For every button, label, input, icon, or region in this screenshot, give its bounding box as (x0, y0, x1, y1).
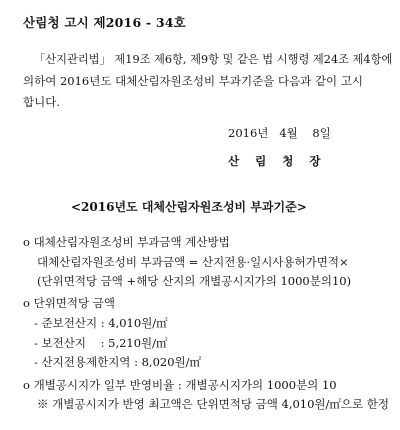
issuer-signature: 산 림 청 장 (228, 154, 322, 168)
formula-line-1: 대체산림자원조성비 부과금액 = 산지전용·일시사용허가면적× (37, 255, 349, 269)
notice-title: 산림청 고시 제2016 - 34호 (23, 15, 186, 30)
unit-amount-item: - 보전산지 : 5,210원/㎡ (34, 336, 168, 350)
formula-line-2: (단위면적당 금액 +해당 산지의 개별공시지가의 1000분의10) (37, 274, 352, 288)
notice-date: 2016년 4월 8일 (228, 126, 331, 140)
intro-line-2: 의하여 2016년도 대체산림자원조성비 부과기준을 다음과 같이 고시 (23, 74, 364, 88)
bullet-unit-amount: o 단위면적당 금액 (23, 296, 115, 310)
unit-amount-item: - 준보전산지 : 4,010원/㎡ (34, 316, 168, 330)
bullet-reflection-ratio: o 개별공시지가 일부 반영비율 : 개별공시지가의 1000분의 10 (23, 378, 337, 392)
section-heading: <2016년도 대체산림자원조성비 부과기준> (71, 200, 307, 214)
reflection-note: ※ 개별공시지가 반영 최고액은 단위면적당 금액 4,010원/㎡으로 한정 (37, 397, 389, 411)
intro-line-3: 합니다. (23, 95, 60, 109)
unit-amount-item: - 산지전용제한지역 : 8,020원/㎡ (34, 355, 202, 369)
bullet-calculation-method: o 대체산림자원조성비 부과금액 계산방법 (23, 235, 230, 249)
intro-line-1: 「산지관리법」 제19조 제6항, 제9항 및 같은 법 시행령 제24조 제4항에 (34, 53, 393, 66)
